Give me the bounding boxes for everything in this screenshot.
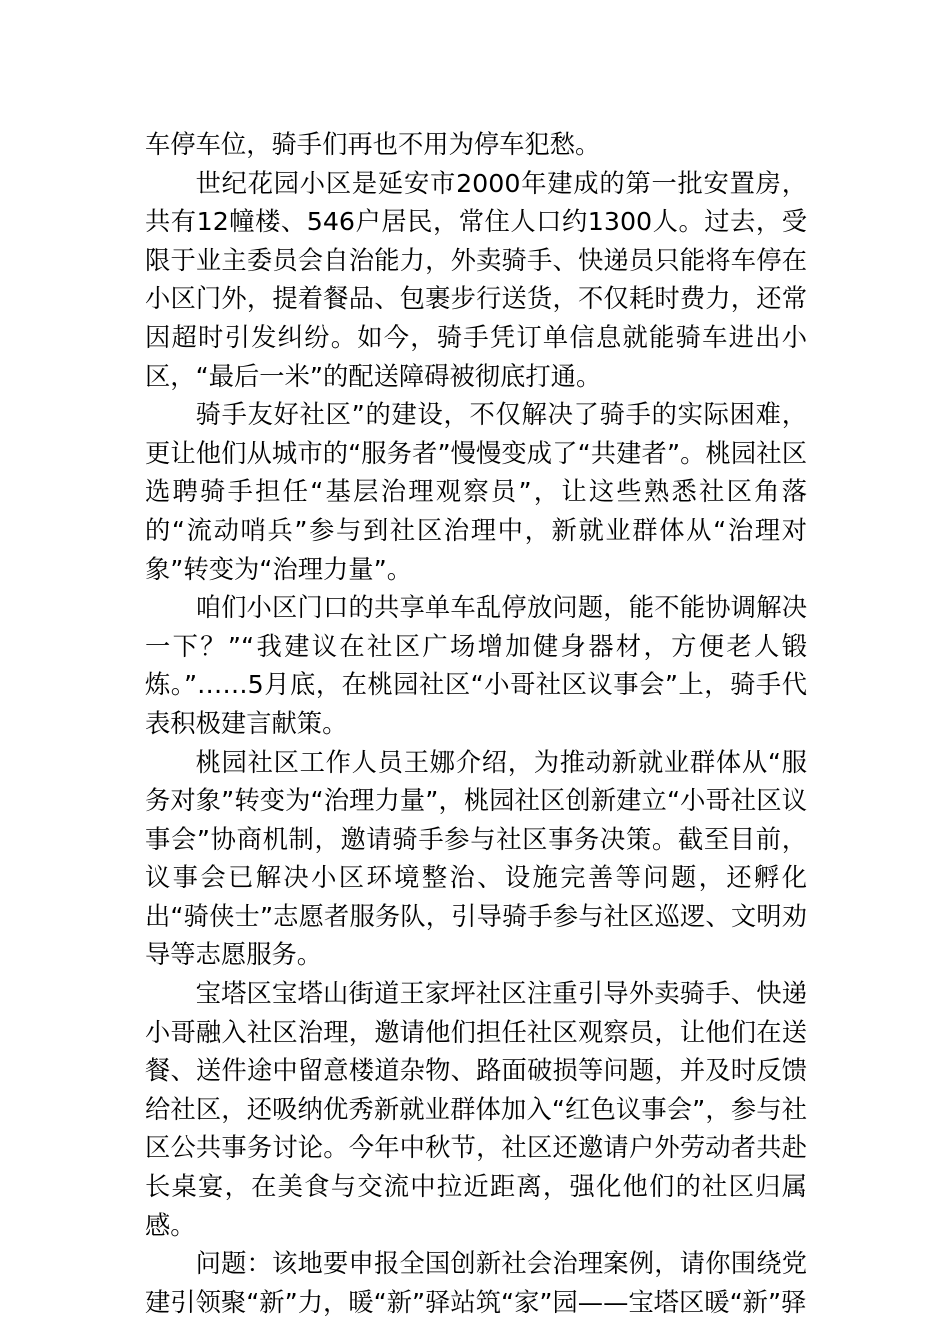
paragraph-rider-friendly-community: 骑手友好社区”的建设，不仅解决了骑手的实际困难，更让他们从城市的“服务者”慢慢变成了“共建者”。桃园社区选聘骑手担任“基层治理观察员”，让这些熟悉社区角落的“流动哨兵”参与到社区治理中，新就业群体从“治理对象”转变为“治理力量”。 [145, 400, 807, 584]
document-body [145, 126, 807, 1322]
paragraph-taoyuan-mechanism: 桃园社区工作人员王娜介绍，为推动新就业群体从“服务对象”转变为“治理力量”，桃园社区创新建立“小哥社区议事会”协商机制，邀请骑手参与社区事务决策。截至目前，议事会已解决小区环境整治、设施完善等问题，还孵化出“骑侠士”志愿者服务队，引导骑手参与社区巡逻、文明劝导等志愿服务。 [145, 747, 807, 970]
paragraph-community-council-quote: 咱们小区门口的共享单车乱停放问题，能不能协调解决一下？”“我建议在社区广场增加健身器材，方便老人锻炼。”……5月底，在桃园社区“小哥社区议事会”上，骑手代表积极建言献策。 [145, 593, 807, 738]
paragraph-wangjiaping-community: 宝塔区宝塔山街道王家坪社区注重引导外卖骑手、快递小哥融入社区治理，邀请他们担任社区观察员，让他们在送餐、送件途中留意楼道杂物、路面破损等问题，并及时反馈给社区，还吸纳优秀新就业群体加入“红色议事会”，参与社区公共事务讨论。今年中秋节，社区还邀请户外劳动者共赴长桌宴，在美食与交流中拉近距离，强化他们的社区归属感。 [145, 979, 807, 1240]
paragraph-continuation: 车停车位，骑手们再也不用为停车犯愁。 [145, 130, 601, 159]
paragraph-century-garden: 世纪花园小区是延安市2000年建成的第一批安置房，共有12幢楼、546户居民，常住人口约1300人。过去，受限于业主委员会自治能力，外卖骑手、快递员只能将车停在小区门外，提着餐品、包裹步行送货，不仅耗时费力，还常因超时引发纠纷。如今，骑手凭订单信息就能骑车进出小区，“最后一米”的配送障碍被彻底打通。 [145, 168, 807, 391]
paragraph-question: 问题：该地要申报全国创新社会治理案例，请你围绕党建引领聚“新”力，暖“新”驿站筑“家”园——宝塔区暖“新”驿 [145, 1249, 807, 1317]
